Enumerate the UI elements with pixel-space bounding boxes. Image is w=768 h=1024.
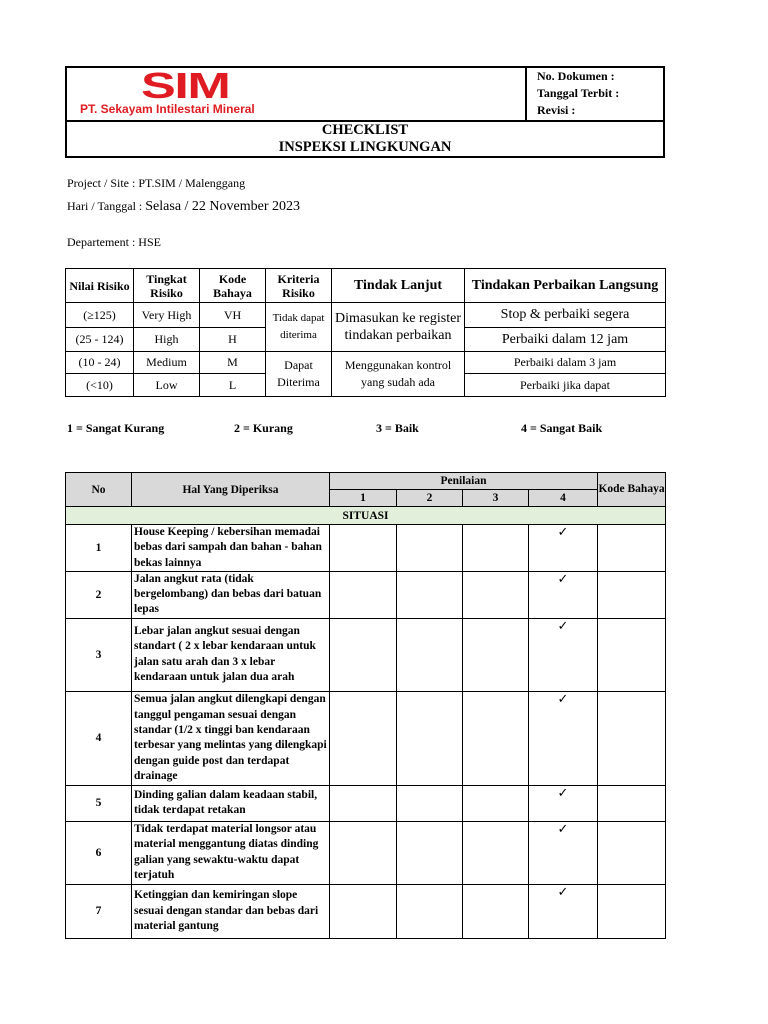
department: Departement : HSE: [67, 235, 161, 249]
risk-code: H: [200, 328, 266, 352]
header-no: No: [66, 473, 132, 507]
score-cell-3: [463, 525, 529, 572]
score-cell-2: [397, 884, 463, 938]
score-cell-3: [463, 785, 529, 821]
risk-criteria: Tidak dapat diterima: [266, 303, 332, 352]
header-tindakan-perbaikan: Tindakan Perbaikan Langsung: [465, 269, 666, 303]
kode-bahaya-cell: [598, 571, 666, 618]
risk-criteria: Dapat Diterima: [266, 352, 332, 397]
score-cell-4: [529, 884, 598, 938]
header-penilaian: Penilaian: [330, 473, 598, 490]
row-item-text: Semua jalan angkut dilengkapi dengan tanggul pengaman sesuai dengan standar (1/2 x tinggi ban kendaraan terbesar yang melintas yang dilengkapi dengan guide post dan terdapat drainage: [132, 691, 330, 785]
score-cell-3: [463, 821, 529, 884]
company-logo: [67, 65, 525, 120]
row-number: 4: [66, 691, 132, 785]
risk-code: L: [200, 374, 266, 397]
kode-bahaya-cell: [598, 884, 666, 938]
table-row: [66, 884, 666, 938]
score-cell-4: [529, 691, 598, 785]
score-cell-4: [529, 821, 598, 884]
follow-up: Dimasukan ke register tindakan perbaikan: [332, 303, 465, 352]
risk-code: M: [200, 352, 266, 374]
project-site: Project / Site : PT.SIM / Malenggang: [67, 176, 246, 190]
kode-bahaya-cell: [598, 618, 666, 691]
check-icon: ✓: [557, 820, 569, 836]
score-cell-2: [397, 821, 463, 884]
score-cell-3: [463, 884, 529, 938]
table-row: [66, 821, 666, 884]
header-tindak-lanjut: Tindak Lanjut: [332, 269, 465, 303]
date-label: Hari / Tanggal :: [67, 199, 146, 213]
risk-matrix-table: [65, 268, 666, 397]
row-item-text: House Keeping / kebersihan memadai bebas dari sampah dan bahan - bahan bekas lainnya: [132, 525, 330, 572]
direct-action: Perbaiki dalam 3 jam: [465, 352, 666, 374]
header-score-4: 4: [529, 490, 598, 507]
row-item-text: Tidak terdapat material longsor atau material menggantung diatas dinding galian yang sewaktu-waktu dapat terjatuh: [132, 821, 330, 884]
row-item-text: Dinding galian dalam keadaan stabil, tidak terdapat retakan: [132, 785, 330, 821]
company-name: PT. Sekayam Intilestari Mineral: [80, 102, 255, 116]
score-cell-1: [330, 785, 397, 821]
score-cell-2: [397, 785, 463, 821]
header-score-1: 1: [330, 490, 397, 507]
score-cell-1: [330, 691, 397, 785]
header-kriteria-risiko: Kriteria Risiko: [266, 269, 332, 303]
score-cell-1: [330, 571, 397, 618]
kode-bahaya-cell: [598, 691, 666, 785]
score-cell-1: [330, 821, 397, 884]
check-icon: ✓: [557, 784, 569, 800]
date-value: Selasa / 22 November 2023: [145, 199, 301, 214]
document-header: [65, 66, 665, 158]
score-cell-3: [463, 691, 529, 785]
score-cell-1: [330, 618, 397, 691]
header-nilai-risiko: Nilai Risiko: [66, 269, 134, 303]
title-line-1: CHECKLIST: [321, 122, 409, 138]
table-row: [66, 691, 666, 785]
risk-level: Medium: [134, 352, 200, 374]
scale-1: 1 = Sangat Kurang: [67, 421, 165, 435]
row-number: 5: [66, 785, 132, 821]
score-cell-3: [463, 571, 529, 618]
kode-bahaya-cell: [598, 821, 666, 884]
risk-value: (≥125): [66, 303, 134, 328]
header-top-row: [67, 65, 663, 122]
direct-action: Perbaiki jika dapat: [465, 374, 666, 397]
score-cell-4: [529, 571, 598, 618]
check-icon: ✓: [557, 524, 569, 539]
row-number: 6: [66, 821, 132, 884]
row-item-text: Ketinggian dan kemiringan slope sesuai dengan standar dan bebas dari material gantung: [132, 884, 330, 938]
risk-value: (25 - 124): [66, 328, 134, 352]
doc-number-label: No. Dokumen :: [537, 69, 615, 83]
score-cell-2: [397, 571, 463, 618]
risk-value: (<10): [66, 374, 134, 397]
risk-code: VH: [200, 303, 266, 328]
document-meta: [525, 68, 665, 120]
scale-2: 2 = Kurang: [234, 421, 293, 435]
risk-level: High: [134, 328, 200, 352]
score-cell-4: [529, 525, 598, 572]
risk-level: Very High: [134, 303, 200, 328]
risk-level: Low: [134, 374, 200, 397]
score-cell-4: [529, 618, 598, 691]
table-row: [66, 785, 666, 821]
checklist-table: [65, 472, 666, 939]
revision-label: Revisi :: [537, 103, 576, 117]
direct-action: Perbaiki dalam 12 jam: [465, 328, 666, 352]
row-number: 1: [66, 525, 132, 572]
header-kode-bahaya: Kode Bahaya: [200, 269, 266, 303]
direct-action: Stop & perbaiki segera: [465, 303, 666, 328]
score-cell-2: [397, 525, 463, 572]
header-tingkat-risiko: Tingkat Risiko: [134, 269, 200, 303]
check-icon: ✓: [557, 617, 569, 633]
row-number: 3: [66, 618, 132, 691]
check-icon: ✓: [557, 883, 569, 899]
document-title: [67, 120, 663, 156]
header-score-2: 2: [397, 490, 463, 507]
section-situasi: SITUASI: [66, 507, 666, 525]
follow-up: Menggunakan kontrol yang sudah ada: [332, 352, 465, 397]
title-line-2: INSPEKSI LINGKUNGAN: [278, 139, 452, 155]
header-score-3: 3: [463, 490, 529, 507]
header-kode-bahaya: Kode Bahaya: [598, 473, 666, 507]
score-cell-1: [330, 884, 397, 938]
check-icon: ✓: [557, 570, 569, 586]
risk-value: (10 - 24): [66, 352, 134, 374]
table-row: [66, 571, 666, 618]
score-cell-4: [529, 785, 598, 821]
checklist-rows: [66, 525, 666, 939]
score-cell-1: [330, 525, 397, 572]
row-number: 7: [66, 884, 132, 938]
kode-bahaya-cell: [598, 525, 666, 572]
row-item-text: Lebar jalan angkut sesuai dengan standart ( 2 x lebar kendaraan untuk jalan satu arah dan 3 x lebar kendaraan untuk jalan dua arah: [132, 618, 330, 691]
logo-mark: SIM: [141, 65, 230, 106]
row-number: 2: [66, 571, 132, 618]
check-icon: ✓: [557, 690, 569, 706]
issue-date-label: Tanggal Terbit :: [537, 86, 620, 100]
date-line: [67, 199, 300, 215]
scale-3: 3 = Baik: [376, 421, 419, 435]
table-row: [66, 525, 666, 572]
table-row: [66, 618, 666, 691]
kode-bahaya-cell: [598, 785, 666, 821]
score-cell-3: [463, 618, 529, 691]
header-item: Hal Yang Diperiksa: [132, 473, 330, 507]
score-cell-2: [397, 691, 463, 785]
row-item-text: Jalan angkut rata (tidak bergelombang) dan bebas dari batuan lepas: [132, 571, 330, 618]
score-cell-2: [397, 618, 463, 691]
scale-4: 4 = Sangat Baik: [521, 421, 603, 435]
